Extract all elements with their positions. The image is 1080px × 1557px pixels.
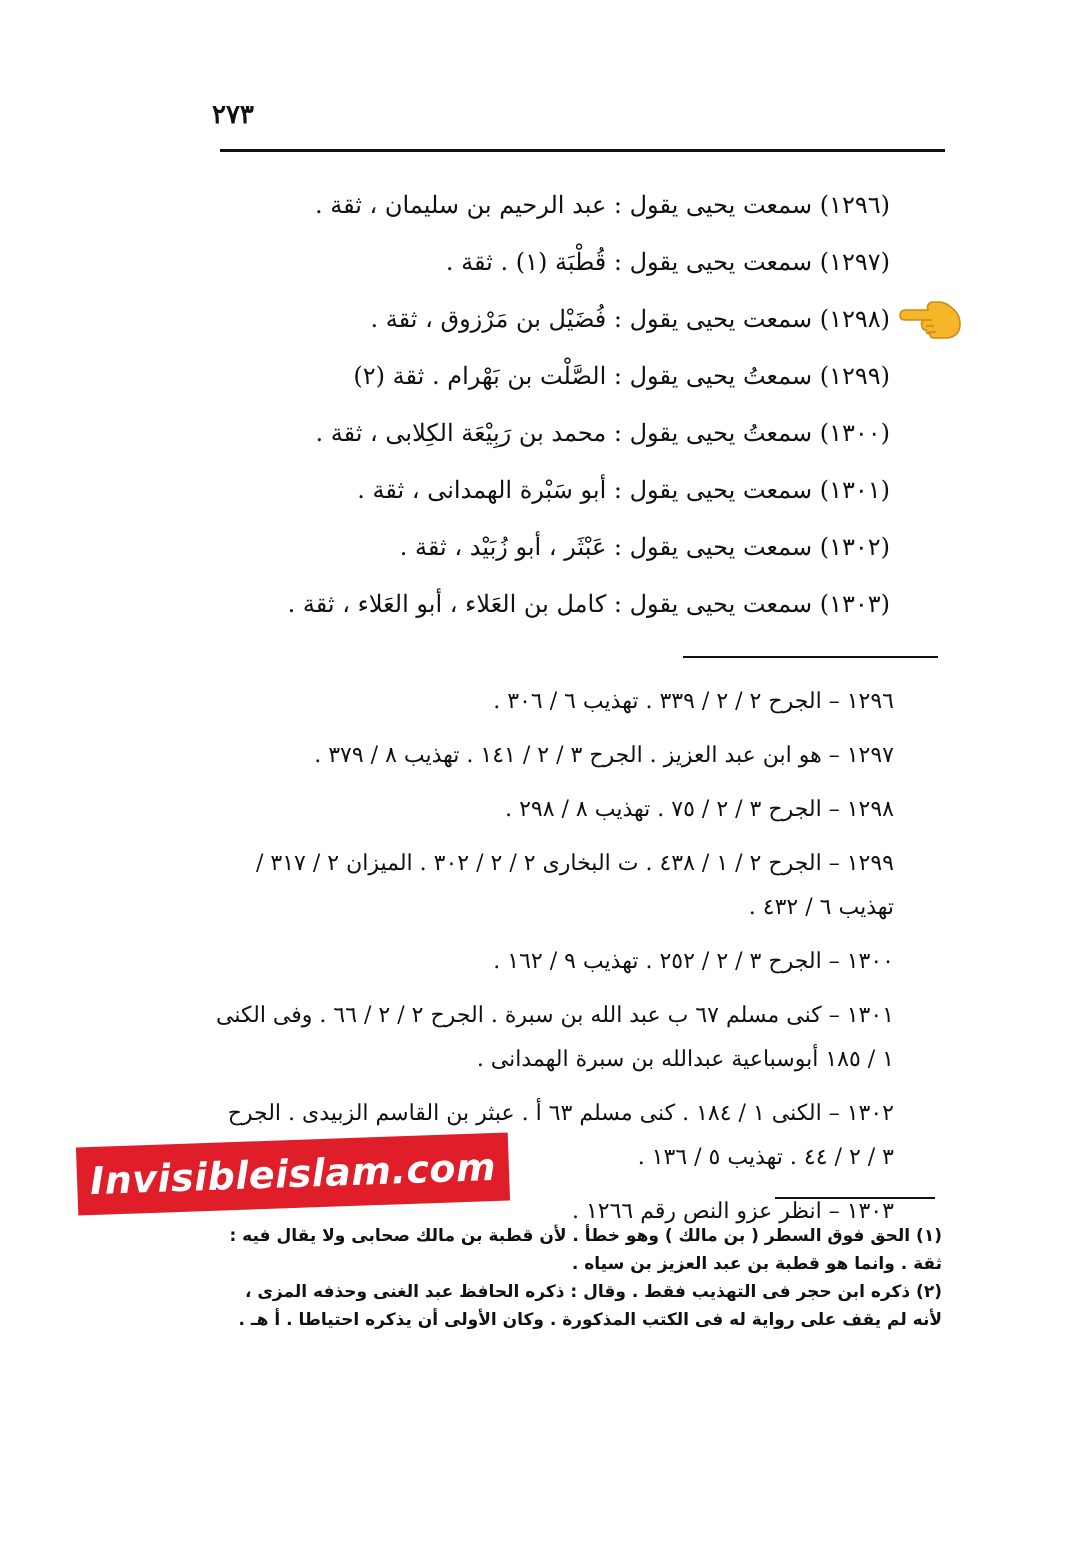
- note-text: الجرح ٣ / ٢ / ٢٥٢ . تهذيب ٩ / ١٦٢ .: [493, 949, 822, 974]
- entry-1299: (١٢٩٩) سمعتُ يحيى يقول : الصَّلْت بن بَهْرام . ثقة (٢): [353, 362, 890, 390]
- note-1301: [212, 994, 894, 1082]
- note-number: ١٣٠٢ –: [828, 1101, 894, 1126]
- note-text: انظر عزو النص رقم ١٢٦٦ .: [571, 1199, 822, 1224]
- entry-1301: (١٣٠١) سمعت يحيى يقول : أبو سَبْرة الهمدانى ، ثقة .: [357, 476, 890, 504]
- note-number: ١٢٩٨ –: [828, 797, 894, 822]
- entry-1300: (١٣٠٠) سمعتُ يحيى يقول : محمد بن رَبِيْعَة الكِلابى ، ثقة .: [315, 419, 890, 447]
- header-rule: [220, 149, 945, 152]
- note-1298: [212, 788, 894, 832]
- note-text: الكنى ١ / ١٨٤ . كنى مسلم ٦٣ أ . عبثر بن القاسم الزبيدى . الجرح ٣ / ٢ / ٤٤ . تهذيب ٥ / ١٣٦ .: [227, 1101, 894, 1170]
- footnote-separator: [775, 1197, 935, 1199]
- note-1300: [212, 940, 894, 984]
- entry-1302: (١٣٠٢) سمعت يحيى يقول : عَبْثَر ، أبو زُبَيْد ، ثقة .: [399, 533, 890, 561]
- note-text: الجرح ٢ / ٢ / ٣٣٩ . تهذيب ٦ / ٣٠٦ .: [493, 689, 822, 714]
- note-text: الجرح ٣ / ٢ / ٧٥ . تهذيب ٨ / ٢٩٨ .: [505, 797, 822, 822]
- note-number: ١٢٩٩ –: [828, 851, 894, 876]
- note-number: ١٣٠٣ –: [828, 1199, 894, 1224]
- pointing-hand-icon: [898, 292, 964, 344]
- note-1299: [212, 842, 894, 930]
- note-text: هو ابن عبد العزيز . الجرح ٣ / ٢ / ١٤١ . تهذيب ٨ / ٣٧٩ .: [314, 743, 822, 768]
- footnotes: [212, 1222, 942, 1334]
- entry-1297: (١٢٩٧) سمعت يحيى يقول : قُطْبَة (١) . ثقة .: [445, 248, 890, 276]
- note-number: ١٣٠١ –: [828, 1003, 894, 1028]
- entry-1296: (١٢٩٦) سمعت يحيى يقول : عبد الرحيم بن سليمان ، ثقة .: [314, 191, 890, 219]
- watermark-text: Invisibleislam.com: [89, 1144, 497, 1204]
- entry-1298: (١٢٩٨) سمعت يحيى يقول : فُضَيْل بن مَرْزوق ، ثقة .: [370, 305, 890, 333]
- note-text: كنى مسلم ٦٧ ب عبد الله بن سبرة . الجرح ٢ / ٢ / ٦٦ . وفى الكنى ١ / ١٨٥ أبوسباعية عبدالله بن سبرة الهمدانى .: [215, 1003, 894, 1072]
- notes-separator: [683, 656, 938, 658]
- note-1296: [212, 680, 894, 724]
- page-number: ٢٧٣: [212, 100, 254, 130]
- note-number: ١٣٠٠ –: [828, 949, 894, 974]
- entry-list: [200, 182, 890, 638]
- entry-1303: (١٣٠٣) سمعت يحيى يقول : كامل بن العَلاء ، أبو العَلاء ، ثقة .: [287, 590, 890, 618]
- note-text: الجرح ٢ / ١ / ٤٣٨ . ت البخارى ٢ / ٢ / ٣٠٢ . الميزان ٢ / ٣١٧ / تهذيب ٦ / ٤٣٢ .: [255, 851, 894, 920]
- note-1297: [212, 734, 894, 778]
- footnote-1: (١) الحق فوق السطر ( بن مالك ) وهو خطأ . لأن قطبة بن مالك صحابى ولا يقال فيه : ثقة . وانما هو قطبة بن عبد العزيز بن سياه .: [229, 1226, 942, 1274]
- note-number: ١٢٩٦ –: [828, 689, 894, 714]
- footnote-2: (٢) ذكره ابن حجر فى التهذيب فقط . وقال : ذكره الحافظ عبد الغنى وحذفه المزى ، لأنه لم يقف على رواية له فى الكتب المذكورة . وكان الأولى أن يذكره احتياطا . أ هـ .: [238, 1282, 942, 1330]
- note-number: ١٢٩٧ –: [828, 743, 894, 768]
